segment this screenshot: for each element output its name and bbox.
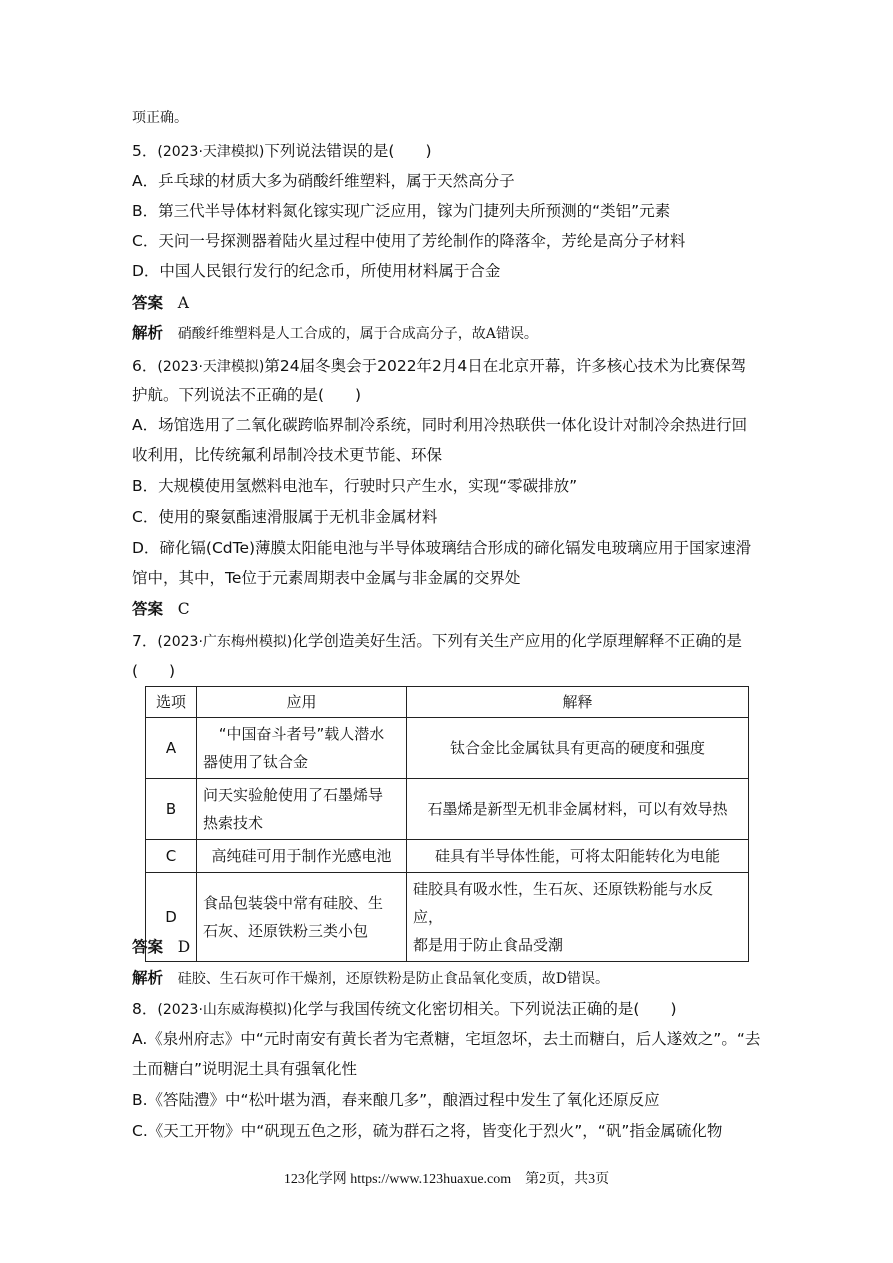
page-footer: 123化学网 https://www.123huaxue.com 第2页，共3页 [283,1172,610,1187]
question-number: 7． [132,632,158,650]
answer-label: 答案 [132,938,164,956]
question-number: 5． [132,142,158,160]
row-application: 高纯硅可用于制作光感电池 [197,840,407,873]
table-row [146,779,749,840]
q6-option-d-2: 馆中，其中，Te位于元素周期表中金属与非金属的交界处 [132,569,521,587]
question-stem: 第24届冬奥会于2022年2月4日在北京开幕，许多核心技术为比赛保驾 [264,357,747,375]
question-number: 6． [132,357,158,375]
row-explanation: 钛合金比金属钛具有更高的硬度和强度 [407,718,749,779]
table-row [146,840,749,873]
q6-option-a-1: A．场馆选用了二氧化碳跨临界制冷系统，同时利用冷热联供一体化设计对制冷余热进行回 [132,416,748,434]
q7-answer [132,936,763,958]
row-option: B [146,779,197,840]
row-explanation: 石墨烯是新型无机非金属材料，可以有效导热 [407,779,749,840]
question-source: (2023·广东梅州模拟) [157,634,293,650]
q6-option-c: C．使用的聚氨酯速滑服属于无机非金属材料 [132,508,438,526]
answer-value: A [177,294,189,312]
q8-option-c: C.《天工开物》中“矾现五色之形，硫为群石之将，皆变化于烈火”，“矾”指金属硫化物 [132,1122,723,1140]
question-8 [132,998,763,1021]
q6-stem-cont: 护航。下列说法不正确的是( ) [132,386,362,404]
q7-explanation [132,967,763,990]
q6-option-d-1: D．碲化镉(CdTe)薄膜太阳能电池与半导体玻璃结合形成的碲化镉发电玻璃应用于国家速滑 [132,539,752,557]
header-application: 应用 [197,687,407,718]
question-stem: 下列说法错误的是( ) [264,142,432,160]
q5-option-d: D．中国人民银行发行的纪念币，所使用材料属于合金 [132,262,501,280]
q6-option-b: B．大规模使用氢燃料电池车，行驶时只产生水，实现“零碳排放” [132,477,578,495]
q5-explanation [132,322,763,345]
question-source: (2023·山东威海模拟) [157,1002,293,1018]
question-stem: 化学创造美好生活。下列有关生产应用的化学原理解释不正确的是 [292,632,742,650]
question-number: 8． [132,1000,158,1018]
row-option: D [146,873,197,962]
answer-value: D [177,938,191,956]
prev-answer-tail: 项正确。 [132,110,188,126]
explanation-text: 硅胶、生石灰可作干燥剂，还原铁粉是防止食品氧化变质，故D错误。 [177,971,610,987]
table-row [146,718,749,779]
answer-label: 答案 [132,294,164,312]
question-5 [132,140,763,163]
explanation-label: 解析 [132,324,164,342]
q7-stem-cont: ( ) [132,662,176,680]
q6-answer [132,598,763,620]
row-option: C [146,840,197,873]
explanation-text: 硝酸纤维塑料是人工合成的，属于合成高分子，故A错误。 [177,326,538,342]
q6-option-a-2: 收利用，比传统氟利昂制冷技术更节能、环保 [132,446,443,464]
q8-option-a-1: A.《泉州府志》中“元时南安有黄长者为宅煮糖，宅垣忽坏，去土而糖白，后人遂效之”。“去 [132,1030,761,1048]
row-explanation: 硅胶具有吸水性，生石灰、还原铁粉能与水反应， 都是用于防止食品受潮 [407,873,749,962]
row-option: A [146,718,197,779]
row-application: “中国奋斗者号”载人潜水 器使用了钛合金 [197,718,407,779]
header-explanation: 解释 [407,687,749,718]
row-application: 食品包装袋中常有硅胶、生 石灰、还原铁粉三类小包 [197,873,407,962]
question-6 [132,355,763,378]
q5-option-c: C．天问一号探测器着陆火星过程中使用了芳纶制作的降落伞，芳纶是高分子材料 [132,232,686,250]
explanation-label: 解析 [132,969,164,987]
answer-label: 答案 [132,600,164,618]
header-option: 选项 [146,687,197,718]
row-explanation: 硅具有半导体性能，可将太阳能转化为电能 [407,840,749,873]
q7-table [145,686,749,962]
q8-option-a-2: 土而糖白”说明泥土具有强氧化性 [132,1060,358,1078]
q8-option-b: B.《答陆澧》中“松叶堪为酒，春来酿几多”，酿酒过程中发生了氧化还原反应 [132,1091,660,1109]
q5-answer [132,292,763,314]
question-7 [132,630,763,653]
question-source: (2023·天津模拟) [157,144,265,160]
question-stem: 化学与我国传统文化密切相关。下列说法正确的是( ) [292,1000,677,1018]
row-application: 问天实验舱使用了石墨烯导 热索技术 [197,779,407,840]
q5-option-a: A．乒乓球的材质大多为硝酸纤维塑料，属于天然高分子 [132,172,515,190]
question-source: (2023·天津模拟) [157,359,265,375]
answer-value: C [177,600,190,618]
table-header-row [146,687,749,718]
q5-option-b: B．第三代半导体材料氮化镓实现广泛应用，镓为门捷列夫所预测的“类铝”元素 [132,202,671,220]
